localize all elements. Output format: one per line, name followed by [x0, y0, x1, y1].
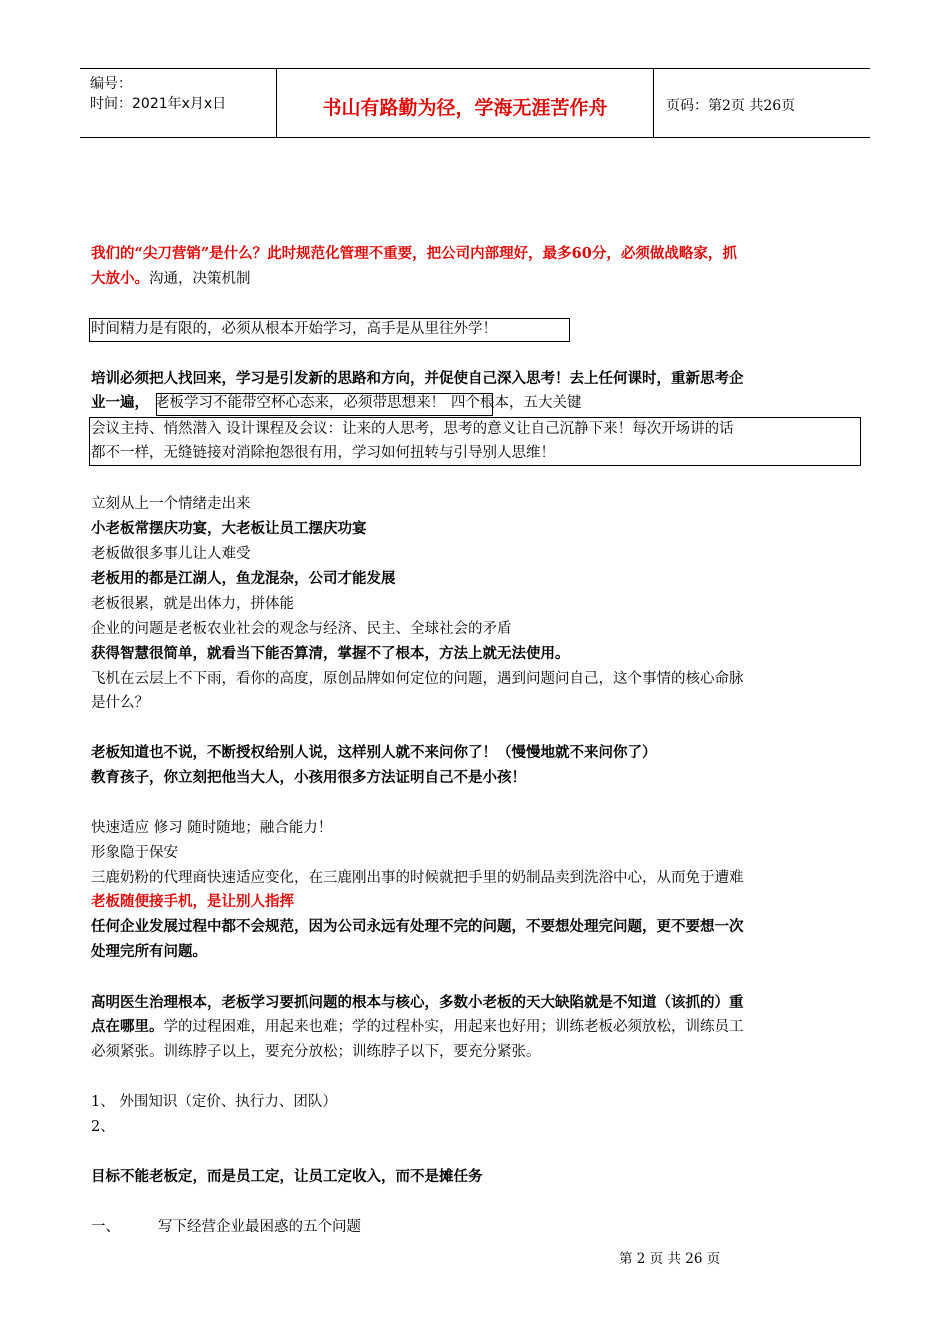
- para-4-line-1: 会议主持、悄然潜入 设计课程及会议：让来的人思考，思考的意义让自己沉静下来！每次开场讲的话: [91, 421, 734, 437]
- header-motto-cell: [277, 69, 654, 137]
- line-5: 老板很累，就是出体力，拼体能: [91, 596, 294, 612]
- line-15b: 处理完所有问题。: [91, 943, 207, 960]
- line-16b: [91, 1017, 744, 1037]
- number-label: 编号：: [90, 76, 132, 92]
- line-16a: 高明医生治理根本，老板学习要抓问题的根本与核心，多数小老板的天大缺陷就是不知道（该抓的）重: [91, 994, 744, 1011]
- line-8b: 是什么？: [91, 695, 149, 711]
- list-item-1: 1、 外围知识（定价、执行力、团队）: [91, 1094, 337, 1110]
- line-16b-tail: 学的过程困难，用起来也难；学的过程朴实，用起来也好用；训练老板必须放松，训练员工: [163, 1019, 744, 1035]
- para-1-tail: 沟通，决策机制: [149, 271, 251, 287]
- line-16b-bold: 点在哪里。: [91, 1018, 164, 1035]
- line-3: 老板做很多事儿让人难受: [91, 546, 251, 562]
- line-9: 老板知道也不说，不断授权给别人说，这样别人就不来问你了！（慢慢地就不来问你了）: [91, 744, 657, 761]
- para-2: 时间精力是有限的，必须从根本开始学习，高手是从里往外学！: [91, 321, 497, 337]
- line-14: 老板随便接手机，是让别人指挥: [91, 893, 294, 910]
- line-4: 老板用的都是江湖人，鱼龙混杂，公司才能发展: [91, 570, 396, 587]
- para-1-line-1: 我们的“尖刀营销”是什么？此时规范化管理不重要，把公司内部理好，最多60分，必须做战略家，抓: [91, 245, 737, 262]
- para-3-bold: 业一遍，: [91, 394, 149, 411]
- para-3-line-1: 培训必须把人找回来，学习是引发新的思路和方向，并促使自己深入思考！去上任何课时，重新思考企: [91, 370, 744, 387]
- para-4-line-2: 都不一样，无缝链接对消除抱怨很有用，学习如何扭转与引导别人思维！: [91, 445, 555, 461]
- section-heading: [91, 1217, 361, 1237]
- line-10: 教育孩子，你立刻把他当大人，小孩用很多方法证明自己不是小孩！: [91, 769, 526, 786]
- para-3-boxed: 老板学习不能带空杯心态来，必须带思想来！: [155, 395, 445, 411]
- page-footer: 第 2 页 共 26 页: [619, 1251, 721, 1267]
- header-page-cell: [654, 69, 870, 137]
- line-7: 获得智慧很简单，就看当下能否算清，掌握不了根本，方法上就无法使用。: [91, 645, 570, 662]
- line-19: 目标不能老板定，而是员工定，让员工定收入，而不是摊任务: [91, 1168, 483, 1185]
- document-header: [80, 68, 870, 138]
- line-15a: 任何企业发展过程中都不会规范，因为公司永远有处理不完的问题，不要想处理完问题，更不要想一次: [91, 918, 744, 935]
- date-line: 时间：2021年x月x日: [90, 96, 227, 112]
- line-11: 快速适应 修习 随时随地；融合能力！: [91, 820, 333, 836]
- line-8a: 飞机在云层上不下雨，看你的高度，原创品牌如何定位的问题，遇到问题问自己，这个事情的核心命脉: [91, 671, 744, 687]
- line-2: 小老板常摆庆功宴，大老板让员工摆庆功宴: [91, 520, 367, 537]
- para-3-line-2: [91, 393, 582, 413]
- section-number: 一、: [91, 1219, 120, 1235]
- line-13: 三鹿奶粉的代理商快速适应变化，在三鹿刚出事的时候就把手里的奶制品卖到洗浴中心，从而免于遭难: [91, 870, 744, 886]
- list-item-2: 2、: [91, 1119, 115, 1135]
- header-meta-cell: [80, 69, 277, 137]
- line-1: 立刻从上一个情绪走出来: [91, 496, 251, 512]
- line-6: 企业的问题是老板农业社会的观念与经济、民主、全球社会的矛盾: [91, 621, 512, 637]
- para-3-tail: 四个根本，五大关键: [451, 395, 582, 411]
- section-text: 写下经营企业最困惑的五个问题: [158, 1219, 361, 1235]
- para-1-red: 大放小。: [91, 270, 149, 287]
- line-16c: 必须紧张。训练脖子以上，要充分放松；训练脖子以下，要充分紧张。: [91, 1044, 541, 1060]
- line-12: 形象隐于保安: [91, 845, 178, 861]
- page-info: 页码：第2页 共26页: [666, 98, 796, 114]
- motto: 书山有路勤为径，学海无涯苦作舟: [322, 97, 608, 119]
- para-1-line-2: [91, 269, 251, 289]
